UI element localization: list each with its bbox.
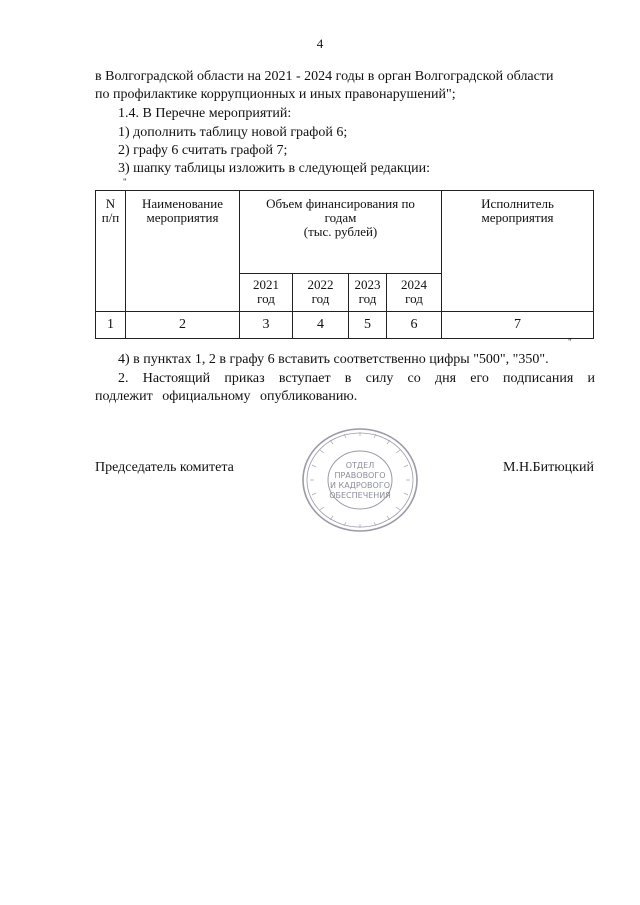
year-cell: 2024 год [387, 274, 442, 312]
official-stamp [300, 425, 420, 535]
list-item: 1) дополнить таблицу новой графой 6; [118, 125, 348, 140]
header-text: мероприятия [146, 210, 219, 225]
column-number-cell: 1 [96, 312, 126, 339]
stamp-text: ОТДЕЛ [345, 461, 375, 470]
paragraph: 2. Настоящий приказ вступает в силу со дня его подписания и подлежит официальному опубликованию. [95, 371, 595, 404]
header-cell-number [96, 191, 126, 312]
header-text: Наименование [142, 196, 223, 211]
year-cell: 2022 год [293, 274, 349, 312]
header-cell-executor [442, 191, 594, 312]
header-cell-funding [240, 191, 442, 274]
header-text: Объем финансирования по [266, 196, 415, 211]
signatory-name: М.Н.Битюцкий [503, 460, 594, 475]
stamp-text: ПРАВОВОГО [334, 471, 386, 480]
open-quote-mark: " [123, 177, 127, 187]
column-number-cell: 7 [442, 312, 594, 339]
column-number-cell: 5 [349, 312, 387, 339]
header-text: Исполнитель [481, 196, 554, 211]
list-item: 3) шапку таблицы изложить в следующей редакции: [118, 161, 430, 176]
page-number: 4 [316, 36, 324, 51]
paragraph-line: в Волгоградской области на 2021 - 2024 годы в орган Волгоградской области [95, 69, 554, 84]
list-item: 2) графу 6 считать графой 7; [118, 143, 288, 158]
header-text: мероприятия [481, 210, 554, 225]
stamp-text: И КАДРОВОГО [329, 481, 391, 490]
header-text: годам [324, 210, 357, 225]
column-number-cell: 6 [387, 312, 442, 339]
paragraph-line: по профилактике коррупционных и иных правонарушений"; [95, 87, 456, 102]
list-item: 4) в пунктах 1, 2 в графу 6 вставить соответственно цифры "500", "350". [118, 352, 549, 367]
header-text: (тыс. рублей) [303, 224, 378, 239]
header-cell-name [126, 191, 240, 312]
close-quote-mark: " [568, 337, 572, 347]
column-number-cell: 4 [293, 312, 349, 339]
signatory-position: Председатель комитета [95, 460, 234, 475]
funding-table [95, 190, 594, 339]
column-number-cell: 3 [240, 312, 293, 339]
column-number-cell: 2 [126, 312, 240, 339]
year-cell: 2023 год [349, 274, 387, 312]
header-text: п/п [101, 210, 120, 225]
section-heading: 1.4. В Перечне мероприятий: [118, 106, 292, 121]
stamp-text: ОБЕСПЕЧЕНИЯ [329, 491, 391, 500]
year-cell: 2021 год [240, 274, 293, 312]
header-text: N [105, 196, 116, 211]
